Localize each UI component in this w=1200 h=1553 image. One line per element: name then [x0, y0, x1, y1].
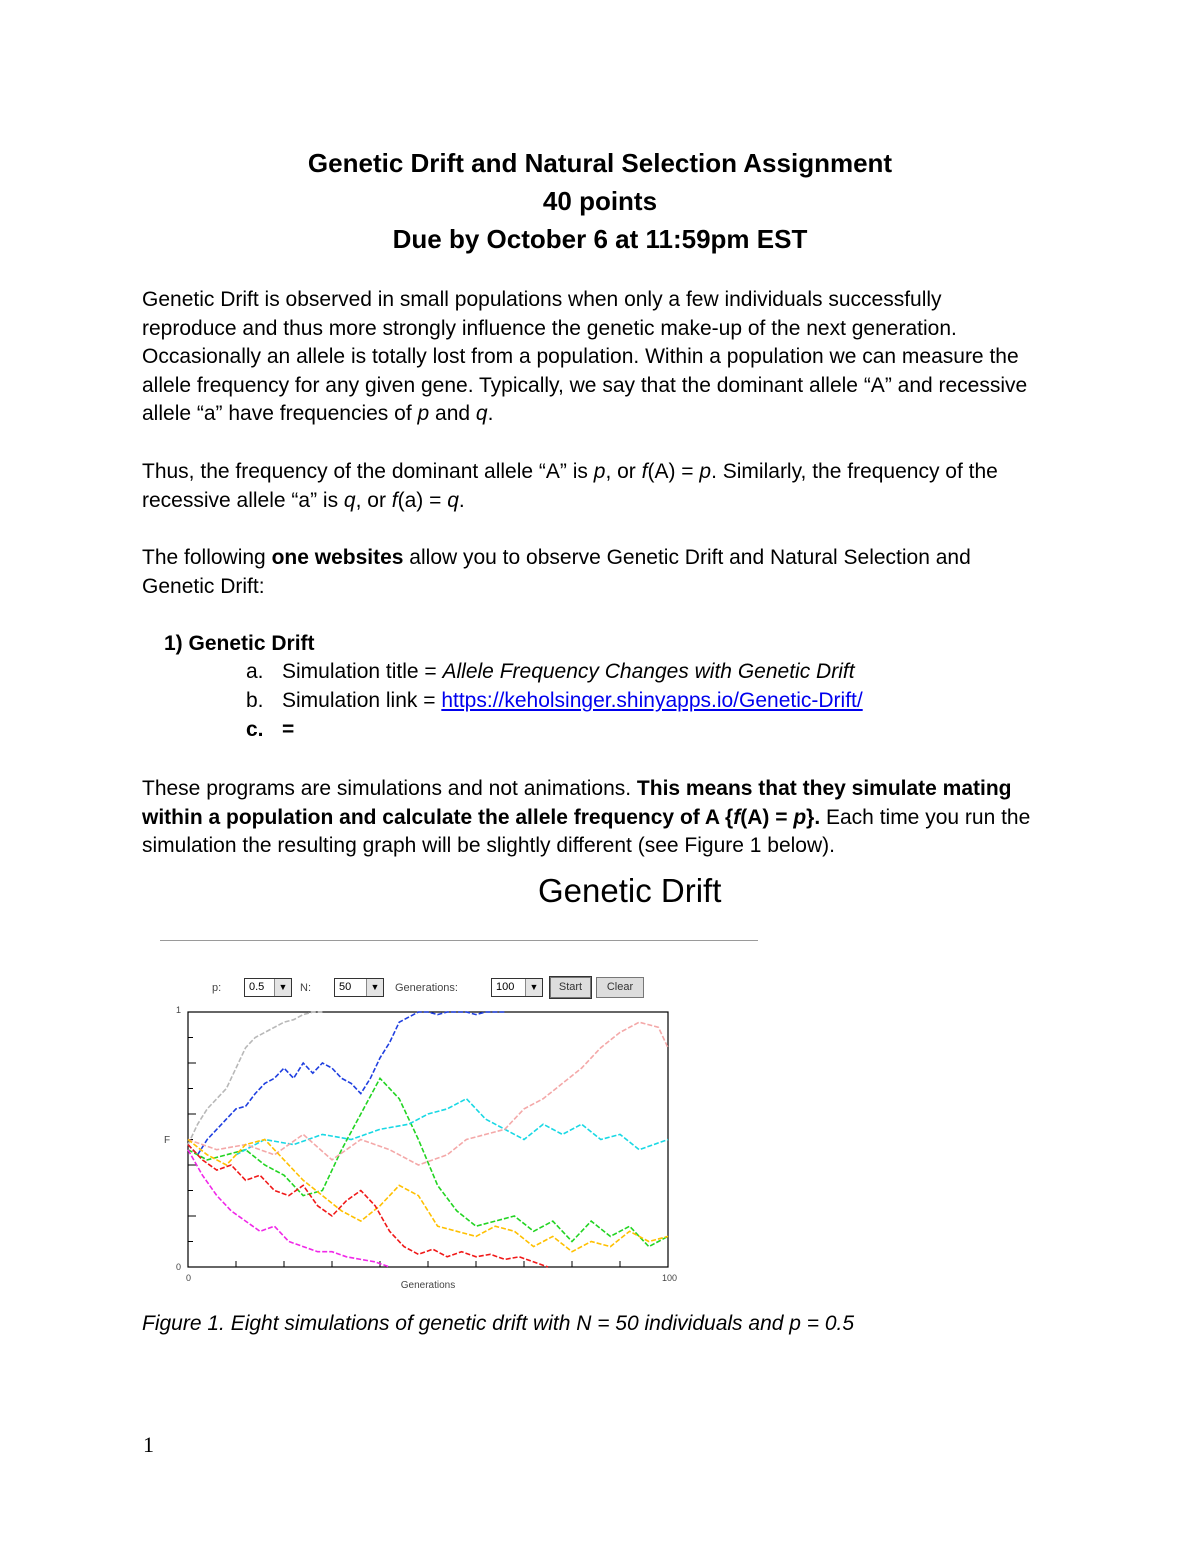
var-p: p	[699, 460, 712, 483]
generations-select[interactable]	[491, 978, 543, 997]
x-axis-label: Generations	[400, 1280, 456, 1291]
programs-paragraph	[142, 775, 1072, 861]
text: These programs are simulations and not animations.	[142, 777, 637, 800]
text: .	[458, 488, 465, 512]
y-axis-label: F	[164, 1135, 171, 1146]
intro-line: reproduce and thus more strongly influence the genetic make-up of the next generation.	[142, 316, 957, 340]
chevron-down-icon: ▼	[525, 979, 542, 996]
text: (a) =	[397, 488, 448, 512]
intro-text: .	[487, 402, 494, 426]
programs-line: simulation the resulting graph will be slightly different (see Figure 1 below).	[142, 834, 835, 858]
var-p: p	[793, 805, 807, 829]
chevron-down-icon: ▼	[274, 979, 291, 996]
list-label: b.	[246, 689, 264, 712]
frequency-line	[142, 487, 1072, 516]
simulation-link[interactable]: https://keholsinger.shinyapps.io/Genetic-Drift/	[441, 689, 863, 712]
doc-title: Genetic Drift and Natural Selection Assignment	[307, 148, 893, 178]
list-item-b	[246, 689, 863, 713]
intro-line	[142, 400, 1072, 429]
intro-text: and	[429, 402, 476, 426]
generations-value: 100	[496, 981, 515, 993]
websites-line	[142, 544, 1072, 573]
text: Thus, the frequency of the dominant allele “A” is	[142, 460, 594, 483]
frequency-line	[142, 458, 1072, 487]
bold-text: one websites	[271, 546, 404, 569]
text: . Similarly, the frequency of the	[711, 460, 998, 483]
clear-button[interactable]: Clear	[596, 977, 644, 998]
intro-paragraph	[142, 286, 1072, 429]
page-number: 1	[143, 1432, 154, 1457]
doc-points: 40 points	[542, 186, 658, 216]
bold-text: }.	[806, 805, 821, 829]
bold-text: (A) =	[740, 805, 794, 829]
var-f: f	[391, 488, 398, 512]
list-item-c	[246, 718, 294, 742]
figure-divider	[160, 940, 758, 941]
text: , or	[355, 488, 392, 512]
text: Each time you run the	[820, 805, 1031, 829]
list-item-a	[246, 660, 855, 684]
websites-line: Genetic Drift:	[142, 574, 265, 598]
list-heading: 1) Genetic Drift	[164, 632, 315, 655]
simulation-title: Allele Frequency Changes with Genetic Drift	[442, 660, 855, 683]
intro-line: Occasionally an allele is totally lost from a population. Within a population we can measure the	[142, 345, 1019, 369]
y-tick-label: 0	[176, 1262, 182, 1272]
var-q: q	[447, 488, 459, 512]
figure-caption: Figure 1. Eight simulations of genetic drift with N = 50 individuals and p = 0.5	[142, 1312, 855, 1335]
programs-line	[142, 804, 1072, 833]
text: (A) =	[647, 460, 700, 483]
programs-line	[142, 775, 1072, 804]
x-tick-label: 0	[186, 1273, 192, 1283]
doc-due-date: Due by October 6 at 11:59pm EST	[392, 224, 808, 254]
list-text: =	[282, 718, 295, 741]
bold-text: within a population and calculate the allele frequency of A {	[142, 805, 734, 829]
websites-paragraph	[142, 544, 1072, 601]
var-f: f	[733, 805, 741, 829]
plot-frame	[188, 1012, 668, 1267]
figure-title: Genetic Drift	[538, 872, 722, 909]
text: The following	[142, 546, 272, 569]
intro-line: Genetic Drift is observed in small populations when only a few individuals successfully	[142, 288, 942, 311]
var-f: f	[641, 460, 648, 483]
chevron-down-icon: ▼	[366, 979, 383, 996]
list-text: Simulation link =	[282, 689, 442, 712]
var-q: q	[475, 402, 488, 426]
text: recessive allele “a” is	[142, 488, 344, 512]
intro-line: allele frequency for any given gene. Typically, we say that the dominant allele “A” and recessive	[142, 373, 1028, 397]
n-label: N:	[300, 982, 311, 994]
generations-label: Generations:	[395, 982, 458, 994]
var-p: p	[417, 402, 430, 426]
list-label: a.	[246, 660, 264, 683]
p-value: 0.5	[249, 981, 265, 993]
p-select[interactable]	[244, 978, 292, 997]
text: , or	[605, 460, 642, 483]
var-p: p	[593, 460, 606, 483]
drift-chart	[150, 1000, 710, 1300]
frequency-paragraph	[142, 458, 1072, 515]
bold-text: This means that they simulate mating	[636, 777, 1012, 800]
intro-text: allele “a” have frequencies of	[142, 402, 418, 426]
list-label: c.	[246, 718, 264, 741]
text: allow you to observe Genetic Drift and Natural Selection and	[403, 546, 971, 569]
x-tick-label: 100	[662, 1273, 678, 1283]
n-select[interactable]	[334, 978, 384, 997]
p-label: p:	[212, 982, 222, 994]
n-value: 50	[339, 981, 352, 993]
y-tick-label: 1	[176, 1005, 182, 1015]
start-button[interactable]: Start	[550, 977, 591, 998]
var-q: q	[343, 488, 356, 512]
list-text: Simulation title =	[282, 660, 443, 683]
